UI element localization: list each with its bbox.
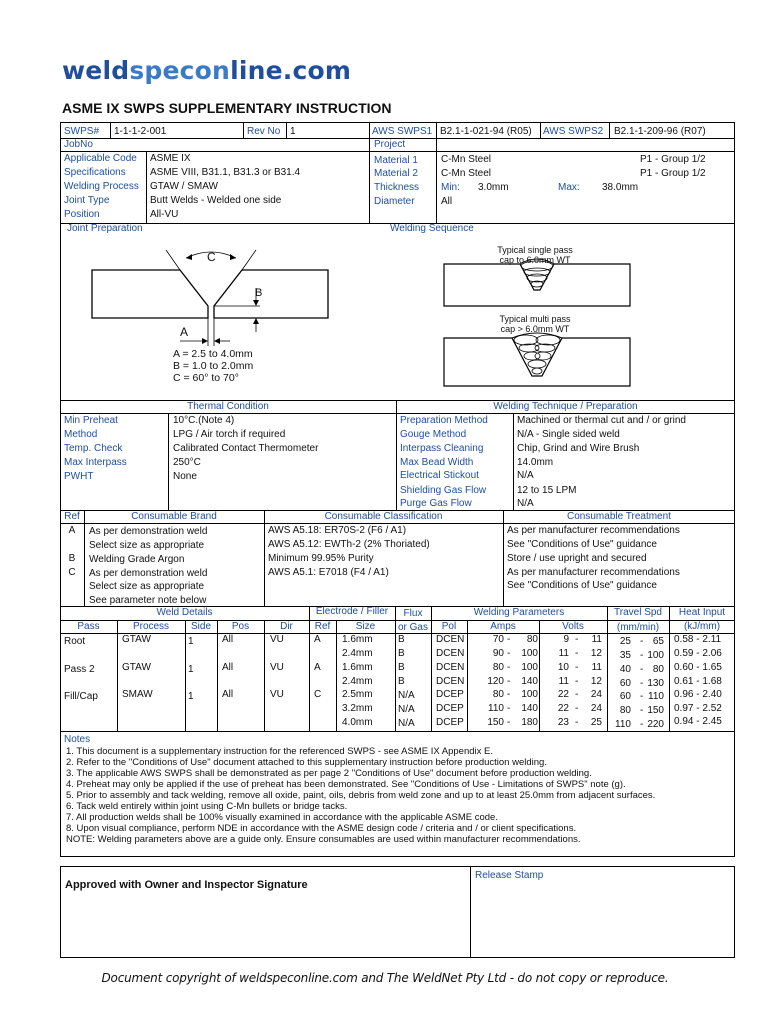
divider <box>60 731 735 732</box>
cell-travel-min: 110 <box>615 719 631 730</box>
cell-volts-min: 11 <box>558 648 569 659</box>
welding-process-label: Welding Process <box>64 181 139 192</box>
cell-pass: Fill/Cap <box>64 691 98 702</box>
dimension-c-marker: C <box>207 250 216 264</box>
gouge-method-value: N/A - Single sided weld <box>517 429 620 440</box>
cell-volts-max: 24 <box>590 689 602 700</box>
cell-side: 1 <box>188 664 194 675</box>
consumable-treatment-3: Store / use upright and secured <box>507 553 647 564</box>
temp-check-label: Temp. Check <box>64 443 123 454</box>
consumable-brand-heading: Consumable Brand <box>131 511 217 522</box>
divider <box>217 620 218 731</box>
divider <box>540 123 541 138</box>
consumable-class-2: AWS A5.12: EWTh-2 (2% Thoriated) <box>268 539 430 550</box>
site-logo: weldspeconline.com <box>62 56 352 85</box>
material1-label: Material 1 <box>374 155 418 166</box>
col-pol: Pol <box>441 621 457 632</box>
material2-label: Material 2 <box>374 168 418 179</box>
note-3: 3. The applicable AWS SWPS shall be demonstrated as per page 2 "Conditions of Use" document before production welding. <box>66 768 592 779</box>
cell-travel-max: 130 <box>647 678 664 689</box>
material2-value: C-Mn Steel <box>441 168 492 179</box>
cell-heat-input: 0.60 - 1.65 <box>674 662 722 673</box>
range-dash: - <box>575 634 579 645</box>
range-dash: - <box>575 717 579 728</box>
welding-parameters-heading: Welding Parameters <box>473 607 565 618</box>
divider <box>396 400 397 510</box>
notes-heading: Notes <box>64 734 91 745</box>
cell-ref: C <box>314 689 322 700</box>
cell-pol: DCEP <box>436 703 464 714</box>
divider <box>243 123 244 138</box>
note-8: 8. Upon visual compliance, perform NDE in accordance with the ASME design code / criteria and / or client specifications. <box>66 823 577 834</box>
cell-flux: B <box>398 662 405 673</box>
pwht-label: PWHT <box>64 471 94 482</box>
position-value: All-VU <box>150 209 179 220</box>
method-value: LPG / Air torch if required <box>173 429 286 440</box>
project-label: Project <box>374 139 406 150</box>
cell-travel-min: 35 <box>619 650 631 661</box>
purge-gas-label: Purge Gas Flow <box>400 498 472 509</box>
thickness-max-label: Max: <box>558 182 580 193</box>
welding-process-value: GTAW / SMAW <box>150 181 218 192</box>
divider <box>286 123 287 138</box>
consumable-treatment-2: See "Conditions of Use" guidance <box>507 539 657 550</box>
cell-flux: B <box>398 634 405 645</box>
divider <box>336 620 337 731</box>
range-dash: - <box>507 634 511 645</box>
cell-heat-input: 0.94 - 2.45 <box>674 716 722 727</box>
cell-amps-max: 100 <box>521 689 538 700</box>
note-4: 4. Preheat may only be applied if the use of preheat has been demonstrated. See "Conditions of Use - Limitations of SWPS" note (g). <box>66 779 626 790</box>
multi-pass-caption-1: Typical multi pass <box>499 314 571 324</box>
range-dash: - <box>575 703 579 714</box>
interpass-cleaning-label: Interpass Cleaning <box>400 443 484 454</box>
cell-dir: VU <box>270 634 284 645</box>
cell-pol: DCEN <box>436 634 465 645</box>
cell-amps-max: 80 <box>526 634 538 645</box>
note-7: 7. All production welds shall be 100% visually examined in accordance with the applicable ASME code. <box>66 812 498 823</box>
temp-check-value: Calibrated Contact Thermometer <box>173 443 319 454</box>
consumable-treatment-4: As per manufacturer recommendations <box>507 567 680 578</box>
material1-group: P1 - Group 1/2 <box>640 154 706 165</box>
material2-group: P1 - Group 1/2 <box>640 168 706 179</box>
welding-sequence-label: Welding Sequence <box>390 223 474 234</box>
consumable-ref-a: A <box>68 525 76 536</box>
range-dash: - <box>507 662 511 673</box>
position-label: Position <box>64 209 100 220</box>
dimension-b-marker: B <box>255 287 263 299</box>
electrical-stickout-label: Electrical Stickout <box>400 470 479 481</box>
range-dash: - <box>507 648 511 659</box>
single-pass-caption-2: cap to 6.0mm WT <box>499 255 571 265</box>
min-preheat-value: 10°C.(Note 4) <box>173 415 235 426</box>
divider <box>146 151 147 223</box>
cell-volts-min: 9 <box>563 634 569 645</box>
consumable-treatment-heading: Consumable Treatment <box>567 511 671 522</box>
consumable-brand-a2: Select size as appropriate <box>89 540 205 551</box>
cell-travel-max: 80 <box>652 664 664 675</box>
cell-travel-max: 100 <box>647 650 664 661</box>
divider <box>60 523 735 524</box>
col-dir: Dir <box>280 621 293 632</box>
flux-heading: Flux <box>403 608 423 619</box>
heat-input-heading: Heat Input <box>678 607 726 618</box>
cell-travel-min: 40 <box>619 664 631 675</box>
dimension-a-text: A = 2.5 to 4.0mm <box>173 348 253 360</box>
preparation-method-value: Machined or thermal cut and / or grind <box>517 415 686 426</box>
range-dash: - <box>575 662 579 673</box>
consumable-class-1: AWS A5.18: ER70S-2 (F6 / A1) <box>268 525 407 536</box>
cell-volts-min: 11 <box>558 676 569 687</box>
consumable-ref-b: B <box>68 553 76 564</box>
consumable-brand-c2: Select size as appropriate <box>89 581 205 592</box>
col-heat-units: (kJ/mm) <box>683 621 721 632</box>
diameter-value: All <box>441 196 453 207</box>
joint-preparation-label: Joint Preparation <box>67 223 143 234</box>
preparation-method-label: Preparation Method <box>400 415 488 426</box>
method-label: Method <box>64 429 98 440</box>
divider <box>467 620 468 731</box>
cell-side: 1 <box>188 636 194 647</box>
col-side: Side <box>190 621 211 632</box>
jobno-label: JobNo <box>64 139 93 150</box>
consumable-brand-c1: As per demonstration weld <box>89 568 208 579</box>
col-ref: Ref <box>314 621 331 632</box>
cell-dir: VU <box>270 689 284 700</box>
cell-process: GTAW <box>122 634 151 645</box>
col-travel-units: (mm/min) <box>616 622 660 633</box>
cell-size: 3.2mm <box>342 703 373 714</box>
range-dash: - <box>640 650 644 661</box>
consumable-brand-b1: Welding Grade Argon <box>89 554 185 565</box>
note-2: 2. Refer to the "Conditions of Use" document attached to this supplementary instruction before production welding. <box>66 757 547 768</box>
dimension-c-text: C = 60° to 70° <box>173 372 239 384</box>
applicable-code-label: Applicable Code <box>64 153 137 164</box>
cell-amps-max: 180 <box>521 717 538 728</box>
consumable-brand-c3: See parameter note below <box>89 595 207 606</box>
cell-amps-min: 80 <box>492 662 504 673</box>
cell-flux: B <box>398 648 405 659</box>
cell-amps-min: 120 <box>487 676 504 687</box>
consumable-classification-heading: Consumable Classification <box>324 511 443 522</box>
cell-amps-max: 100 <box>521 662 538 673</box>
multi-pass-caption-2: cap > 6.0mm WT <box>500 324 570 334</box>
divider <box>470 866 471 958</box>
cell-volts-max: 12 <box>590 676 602 687</box>
range-dash: - <box>507 676 511 687</box>
rev-label: Rev No <box>247 126 281 137</box>
cell-volts-max: 11 <box>591 634 602 645</box>
cell-amps-max: 100 <box>521 648 538 659</box>
cell-amps-min: 70 <box>492 634 504 645</box>
aws-swps1-label: AWS SWPS1 <box>372 126 433 137</box>
cell-amps-max: 140 <box>521 703 538 714</box>
document-title: ASME IX SWPS SUPPLEMENTARY INSTRUCTION <box>62 100 392 116</box>
pwht-value: None <box>173 471 197 482</box>
cell-pol: DCEN <box>436 676 465 687</box>
divider <box>60 151 735 152</box>
cell-side: 1 <box>188 691 194 702</box>
divider <box>539 620 540 731</box>
consumable-treatment-5: See "Conditions of Use" guidance <box>507 580 657 591</box>
joint-preparation-diagram <box>60 236 735 400</box>
cell-flux: N/A <box>398 718 415 729</box>
dimension-b-text: B = 1.0 to 2.0mm <box>173 360 254 372</box>
range-dash: - <box>640 719 644 730</box>
specifications-value: ASME VIII, B31.1, B31.3 or B31.4 <box>150 167 301 178</box>
release-stamp-label: Release Stamp <box>475 870 544 881</box>
range-dash: - <box>640 664 644 675</box>
range-dash: - <box>640 678 644 689</box>
cell-travel-min: 80 <box>619 705 631 716</box>
cell-heat-input: 0.61 - 1.68 <box>674 676 722 687</box>
diameter-label: Diameter <box>374 196 415 207</box>
cell-volts-max: 25 <box>590 717 602 728</box>
cell-heat-input: 0.96 - 2.40 <box>674 689 722 700</box>
thermal-heading: Thermal Condition <box>187 401 269 412</box>
specifications-label: Specifications <box>64 167 126 178</box>
cell-size: 4.0mm <box>342 717 373 728</box>
col-pass: Pass <box>77 621 100 632</box>
divider <box>264 620 265 731</box>
cell-ref: A <box>314 662 321 673</box>
travel-speed-heading: Travel Spd <box>614 607 662 618</box>
col-or-gas: or Gas <box>397 622 428 633</box>
cell-ref: A <box>314 634 321 645</box>
range-dash: - <box>575 689 579 700</box>
aws-swps1-value: B2.1-1-021-94 (R05) <box>440 126 532 137</box>
copyright-footer: Document copyright of weldspeconline.com and The WeldNet Pty Ltd - do not copy or reproduce. <box>101 971 669 985</box>
applicable-code-value: ASME IX <box>150 153 191 164</box>
range-dash: - <box>507 689 511 700</box>
cell-size: 2.4mm <box>342 648 373 659</box>
max-interpass-label: Max Interpass <box>64 457 127 468</box>
cell-amps-max: 140 <box>521 676 538 687</box>
cell-flux: N/A <box>398 704 415 715</box>
col-volts: Volts <box>562 621 584 632</box>
col-pos: Pos <box>231 621 250 632</box>
range-dash: - <box>640 691 644 702</box>
cell-flux: B <box>398 676 405 687</box>
divider <box>168 413 169 510</box>
divider <box>185 620 186 731</box>
divider <box>503 510 504 606</box>
note-5: 5. Prior to assembly and tack welding, remove all oxide, paint, oils, debris from weld zone and up to at least 25.0mm from adjacent surfaces. <box>66 790 656 801</box>
cell-volts-min: 22 <box>557 689 569 700</box>
col-amps: Amps <box>490 621 516 632</box>
cell-amps-min: 150 <box>487 717 504 728</box>
divider <box>117 620 118 731</box>
approval-text: Approved with Owner and Inspector Signature <box>65 879 308 891</box>
cell-travel-min: 25 <box>619 636 631 647</box>
cell-travel-max: 150 <box>647 705 664 716</box>
min-preheat-label: Min Preheat <box>64 415 118 426</box>
thickness-min-value: 3.0mm <box>478 182 509 193</box>
cell-amps-min: 90 <box>492 648 504 659</box>
consumable-class-3: Minimum 99.95% Purity <box>268 553 374 564</box>
cell-volts-min: 10 <box>557 662 569 673</box>
consumable-brand-a1: As per demonstration weld <box>89 526 208 537</box>
cell-travel-min: 60 <box>619 691 631 702</box>
gouge-method-label: Gouge Method <box>400 429 467 440</box>
cell-dir: VU <box>270 662 284 673</box>
aws-swps2-label: AWS SWPS2 <box>543 126 604 137</box>
cell-size: 1.6mm <box>342 662 373 673</box>
cell-pass: Root <box>64 636 86 647</box>
cell-amps-min: 110 <box>488 703 504 714</box>
max-bead-width-value: 14.0mm <box>517 457 554 468</box>
aws-swps2-value: B2.1-1-209-96 (R07) <box>614 126 706 137</box>
cell-pos: All <box>222 689 234 700</box>
single-pass-caption-1: Typical single pass <box>497 245 573 255</box>
consumable-treatment-1: As per manufacturer recommendations <box>507 525 680 536</box>
interpass-cleaning-value: Chip, Grind and Wire Brush <box>517 443 640 454</box>
divider <box>609 123 610 138</box>
divider <box>60 413 735 414</box>
cell-travel-max: 65 <box>652 636 664 647</box>
joint-type-label: Joint Type <box>64 195 110 206</box>
cell-process: SMAW <box>122 689 153 700</box>
weld-details-heading: Weld Details <box>156 607 213 618</box>
material1-value: C-Mn Steel <box>441 154 492 165</box>
consumable-ref-c: C <box>68 567 76 578</box>
cell-volts-min: 23 <box>557 717 569 728</box>
dimension-a-marker: A <box>180 325 189 339</box>
shielding-gas-value: 12 to 15 LPM <box>517 485 577 496</box>
electrical-stickout-value: N/A <box>517 470 534 481</box>
divider <box>436 123 437 223</box>
cell-heat-input: 0.58 - 2.11 <box>674 634 722 645</box>
cell-pol: DCEP <box>436 717 464 728</box>
cell-pol: DCEN <box>436 648 465 659</box>
cell-pos: All <box>222 634 234 645</box>
cell-amps-min: 80 <box>492 689 504 700</box>
cell-volts-max: 11 <box>591 662 602 673</box>
range-dash: - <box>640 636 644 647</box>
purge-gas-value: N/A <box>517 498 534 509</box>
range-dash: - <box>575 676 579 687</box>
cell-pol: DCEN <box>436 662 465 673</box>
cell-process: GTAW <box>122 662 151 673</box>
col-process: Process <box>132 621 170 632</box>
cell-pol: DCEP <box>436 689 464 700</box>
shielding-gas-label: Shielding Gas Flow <box>400 485 487 496</box>
divider <box>264 510 265 606</box>
range-dash: - <box>507 717 511 728</box>
cell-volts-min: 22 <box>557 703 569 714</box>
cell-travel-max: 220 <box>647 719 664 730</box>
cell-pass: Pass 2 <box>64 664 95 675</box>
cell-size: 2.4mm <box>342 676 373 687</box>
cell-size: 1.6mm <box>342 634 373 645</box>
consumable-ref-heading: Ref <box>64 511 80 522</box>
max-interpass-value: 250°C <box>173 457 201 468</box>
thickness-min-label: Min: <box>441 182 460 193</box>
col-size: Size <box>355 621 376 632</box>
consumable-class-4: AWS A5.1: E7018 (F4 / A1) <box>268 567 389 578</box>
cell-travel-min: 60 <box>619 678 631 689</box>
swps-value: 1-1-1-2-001 <box>114 126 167 137</box>
joint-type-value: Butt Welds - Welded one side <box>150 195 282 206</box>
swps-label: SWPS# <box>64 126 100 137</box>
divider <box>369 123 370 223</box>
thickness-label: Thickness <box>374 182 420 193</box>
cell-heat-input: 0.97 - 2.52 <box>674 703 722 714</box>
divider <box>84 510 85 606</box>
max-bead-width-label: Max Bead Width <box>400 457 474 468</box>
cell-travel-max: 110 <box>648 691 664 702</box>
note-1: 1. This document is a supplementary instruction for the referenced SWPS - see ASME IX Appendix E. <box>66 746 494 757</box>
cell-heat-input: 0.59 - 2.06 <box>674 648 722 659</box>
note-6: 6. Tack weld entirely within joint using C-Mn bullets or bridge tacks. <box>66 801 348 812</box>
range-dash: - <box>640 705 644 716</box>
cell-volts-max: 12 <box>590 648 602 659</box>
range-dash: - <box>575 648 579 659</box>
cell-volts-max: 24 <box>590 703 602 714</box>
electrode-filler-heading: Electrode / Filler <box>315 606 389 617</box>
divider <box>110 123 111 138</box>
cell-flux: N/A <box>398 690 415 701</box>
technique-heading: Welding Technique / Preparation <box>493 401 638 412</box>
rev-value: 1 <box>290 126 296 137</box>
cell-pos: All <box>222 662 234 673</box>
divider <box>513 413 514 510</box>
note-guidance: NOTE: Welding parameters above are a guide only. Ensure consumables are used within manufacturer recommendations. <box>66 834 581 845</box>
thickness-max-value: 38.0mm <box>602 182 639 193</box>
cell-size: 2.5mm <box>342 689 373 700</box>
range-dash: - <box>507 703 511 714</box>
